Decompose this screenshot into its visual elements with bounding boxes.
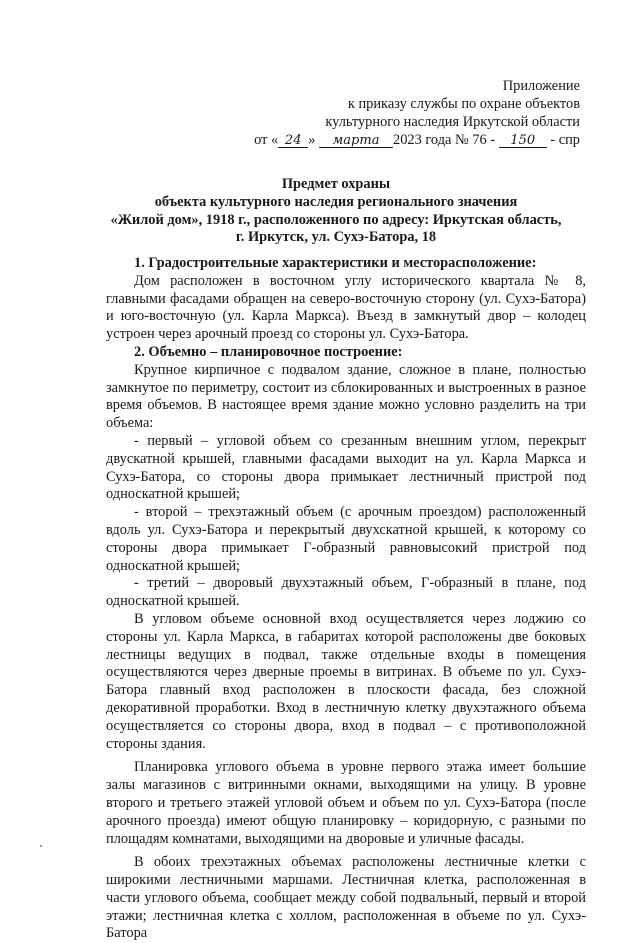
order-prefix: от « xyxy=(254,132,279,148)
document-body xyxy=(106,255,586,943)
handwritten-order-number: 150 xyxy=(499,134,547,148)
order-date-number-line xyxy=(254,132,580,150)
title-line-1: Предмет охраны xyxy=(281,176,391,192)
section-2-bullet-3: - третий – дворовый двухэтажный объем, Г-образный в плане, под односкатной крышей. xyxy=(106,575,586,610)
section-2-paragraph-4: В обоих трехэтажных объемах расположены лестничные клетки с широкими лестничными маршами. Лестничная клетка, расположенная в части углового объема, сообщает между собой подвальный, первый и второй этажи; лестничная клетка с холлом, расположенная в объеме по ул. Сухэ-Батора xyxy=(106,854,586,942)
handwritten-day: 24 xyxy=(278,134,308,148)
order-suffix: - спр xyxy=(546,132,580,148)
section-1-heading: 1. Градостроительные характеристики и месторасположение: xyxy=(134,255,537,271)
handwritten-month: марта xyxy=(319,134,393,148)
order-reference-line: к приказу службы по охране объектов xyxy=(347,96,580,112)
section-2-paragraph-3: Планировка углового объема в уровне первого этажа имеет большие залы магазинов с витринными окнами, выходящими на улицу. В уровне второго и третьего этажей угловой объем и объем по ул. Сухэ-Батора (после арочного проезда) имеют общую планировку – коридорную, с разными по площадям комнатами, выходящими на дворовые и уличные фасады. xyxy=(106,759,586,847)
section-1-paragraph: Дом расположен в восточном углу исторического квартала № 8, главными фасадами обращен на северо-восточную сторону (ул. Сухэ-Батора) и юго-восточную (ул. Карла Маркса). Въезд в замкнутый двор – колодец устроен через арочный проезд со стороны ул. Сухэ-Батора. xyxy=(106,272,586,343)
title-line-2: объекта культурного наследия регионального значения xyxy=(154,193,518,210)
appendix-label: Приложение xyxy=(502,78,580,94)
title-line-4: г. Иркутск, ул. Сухэ-Батора, 18 xyxy=(235,229,437,246)
section-2-bullet-2: - второй – трехэтажный объем (с арочным проездом) расположенный вдоль ул. Сухэ-Батора и перекрытый двухскатной крышей, к которому со стороны двора примыкает Г-образный равновысокий пристрой под односкатной крышей; xyxy=(106,504,586,574)
title-line-3: «Жилой дом», 1918 г., расположенного по адресу: Иркутская область, xyxy=(110,211,562,228)
document-title xyxy=(96,176,576,247)
section-2-bullet-1: - первый – угловой объем со срезанным внешним углом, перекрыт двускатной крышей, главными фасадами выходит на ул. Карла Маркса и Сухэ-Батора, со стороны двора примыкает лестничный пристрой под односкатной крышей; xyxy=(106,432,586,503)
section-2-paragraph-1: Крупное кирпичное с подвалом здание, сложное в плане, полностью замкнутое по периметру, состоит из сблокированных и выстроенных в разное время объемов. В настоящее время здание можно условно разделить на три объема: xyxy=(106,361,586,432)
order-mid: » xyxy=(308,132,319,148)
order-year-text: 2023 года № 76 - xyxy=(393,132,499,148)
section-2-paragraph-2: В угловом объеме основной вход осуществляется через лоджию со стороны ул. Карла Маркса, в габаритах которой расположены две боковых лестницы ведущих в подвал, также отдельные входы в помещения осуществляются через дверные проемы в витринах. В объеме по ул. Сухэ-Батора главный вход расположен в плоскости фасада, без сложной декоративной проработки. Вход в лестничную клетку двухэтажного объема осуществляется со стороны двора, вход в подвал – с противоположной стороны здания. xyxy=(106,610,586,752)
agency-line: культурного наследия Иркутской области xyxy=(325,114,580,130)
scan-mark xyxy=(40,845,42,847)
section-2-heading: 2. Объемно – планировочное построение: xyxy=(134,343,403,360)
